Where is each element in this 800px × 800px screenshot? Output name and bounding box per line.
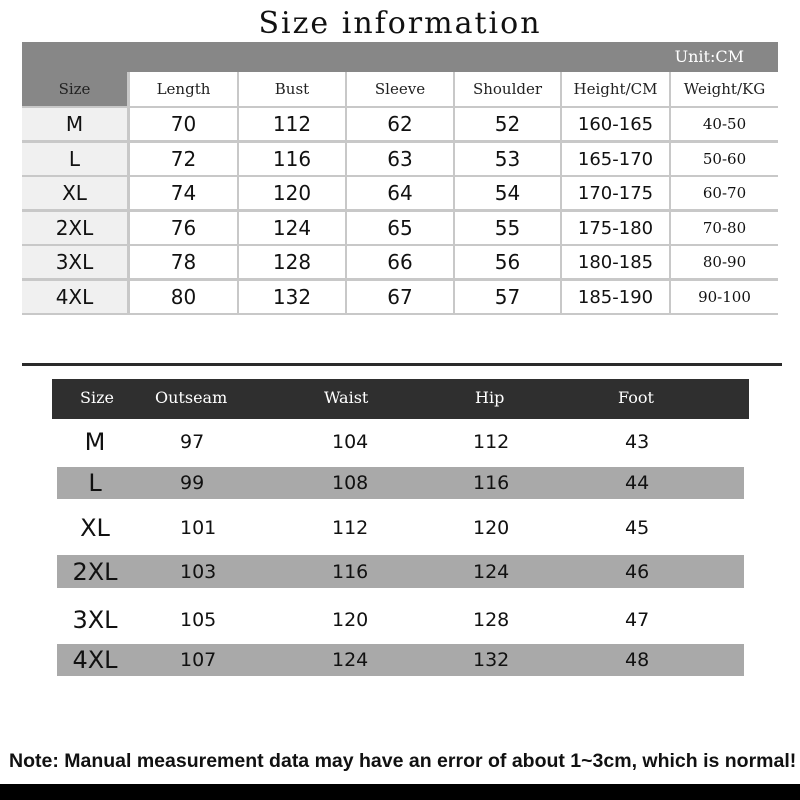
cell-waist: 124 (332, 649, 369, 671)
header-shoulder: Shoulder (455, 72, 560, 106)
cell-shoulder: 56 (455, 246, 560, 278)
cell-waist: 116 (332, 560, 369, 583)
cell-shoulder: 57 (455, 281, 560, 313)
cell-sleeve: 67 (347, 281, 453, 313)
table-row (57, 422, 744, 462)
cell-size: XL (22, 177, 127, 209)
cell-weight: 60-70 (671, 177, 778, 209)
cell-length: 70 (130, 108, 237, 140)
unit-bar (22, 42, 778, 72)
cell-bust: 112 (239, 108, 345, 140)
cell-waist: 112 (332, 517, 369, 539)
cell-size: 3XL (22, 246, 127, 278)
cell-length: 72 (130, 143, 237, 175)
table-row (57, 600, 744, 640)
cell-waist: 104 (332, 431, 369, 453)
cell-shoulder: 53 (455, 143, 560, 175)
cell-outseam: 101 (180, 517, 217, 539)
cell-size: M (22, 108, 127, 140)
cell-sleeve: 66 (347, 246, 453, 278)
cell-weight: 80-90 (671, 246, 778, 278)
bottom-bar (0, 784, 800, 800)
cell-sleeve: 65 (347, 212, 453, 244)
cell-height: 170-175 (562, 177, 669, 209)
cell-waist: 120 (332, 609, 369, 631)
cell-hip: 128 (473, 609, 510, 631)
cell-foot: 48 (625, 649, 650, 671)
cell-hip: 120 (473, 517, 510, 539)
cell-shoulder: 54 (455, 177, 560, 209)
cell-foot: 46 (625, 560, 650, 583)
cell-foot: 43 (625, 431, 650, 453)
cell-size: M (84, 428, 106, 456)
cell-length: 80 (130, 281, 237, 313)
header-waist: Waist (324, 388, 369, 407)
header-length: Length (130, 72, 237, 106)
table-row (57, 555, 744, 588)
cell-hip: 124 (473, 560, 510, 583)
cell-shoulder: 55 (455, 212, 560, 244)
cell-height: 180-185 (562, 246, 669, 278)
cell-size: 4XL (72, 646, 118, 674)
cell-size: 2XL (72, 557, 118, 586)
header-height: Height/CM (562, 72, 669, 106)
section-divider (22, 363, 782, 366)
cell-shoulder: 52 (455, 108, 560, 140)
cell-height: 185-190 (562, 281, 669, 313)
cell-bust: 116 (239, 143, 345, 175)
cell-foot: 47 (625, 609, 650, 631)
cell-height: 175-180 (562, 212, 669, 244)
unit-label: Unit:CM (674, 47, 744, 66)
table-row (57, 508, 744, 548)
cell-weight: 70-80 (671, 212, 778, 244)
cell-bust: 128 (239, 246, 345, 278)
header-bust: Bust (239, 72, 345, 106)
top-size-table (22, 42, 778, 315)
cell-height: 165-170 (562, 143, 669, 175)
header-size: Size (80, 388, 114, 407)
cell-weight: 40-50 (671, 108, 778, 140)
cell-hip: 112 (473, 431, 510, 453)
cell-outseam: 97 (180, 431, 205, 453)
cell-bust: 120 (239, 177, 345, 209)
cell-bust: 124 (239, 212, 345, 244)
cell-size: 4XL (22, 281, 127, 313)
cell-hip: 132 (473, 649, 510, 671)
cell-length: 78 (130, 246, 237, 278)
measurement-note: Note: Manual measurement data may have an error of about 1~3cm, which is normal! (9, 750, 797, 772)
cell-foot: 44 (625, 472, 650, 494)
header-sleeve: Sleeve (347, 72, 453, 106)
header-hip: Hip (475, 388, 505, 407)
header-outseam: Outseam (155, 388, 228, 407)
bottom-table-header (52, 379, 749, 419)
cell-foot: 45 (625, 517, 650, 539)
cell-height: 160-165 (562, 108, 669, 140)
cell-outseam: 99 (180, 472, 205, 494)
cell-weight: 50-60 (671, 143, 778, 175)
page-title: Size information (258, 6, 542, 41)
cell-weight: 90-100 (671, 281, 778, 313)
header-size: Size (22, 72, 127, 106)
cell-size: 2XL (22, 212, 127, 244)
cell-outseam: 103 (180, 560, 217, 583)
cell-hip: 116 (473, 472, 510, 494)
cell-sleeve: 64 (347, 177, 453, 209)
cell-bust: 132 (239, 281, 345, 313)
table-row (57, 467, 744, 499)
table-row (57, 644, 744, 676)
header-weight: Weight/KG (671, 72, 778, 106)
cell-length: 76 (130, 212, 237, 244)
cell-size: 3XL (72, 606, 118, 634)
cell-outseam: 107 (180, 649, 217, 671)
cell-sleeve: 62 (347, 108, 453, 140)
header-foot: Foot (618, 388, 654, 407)
cell-sleeve: 63 (347, 143, 453, 175)
cell-size: L (88, 469, 102, 497)
cell-size: L (22, 143, 127, 175)
cell-length: 74 (130, 177, 237, 209)
cell-outseam: 105 (180, 609, 217, 631)
cell-waist: 108 (332, 472, 369, 494)
cell-size: XL (80, 514, 110, 542)
